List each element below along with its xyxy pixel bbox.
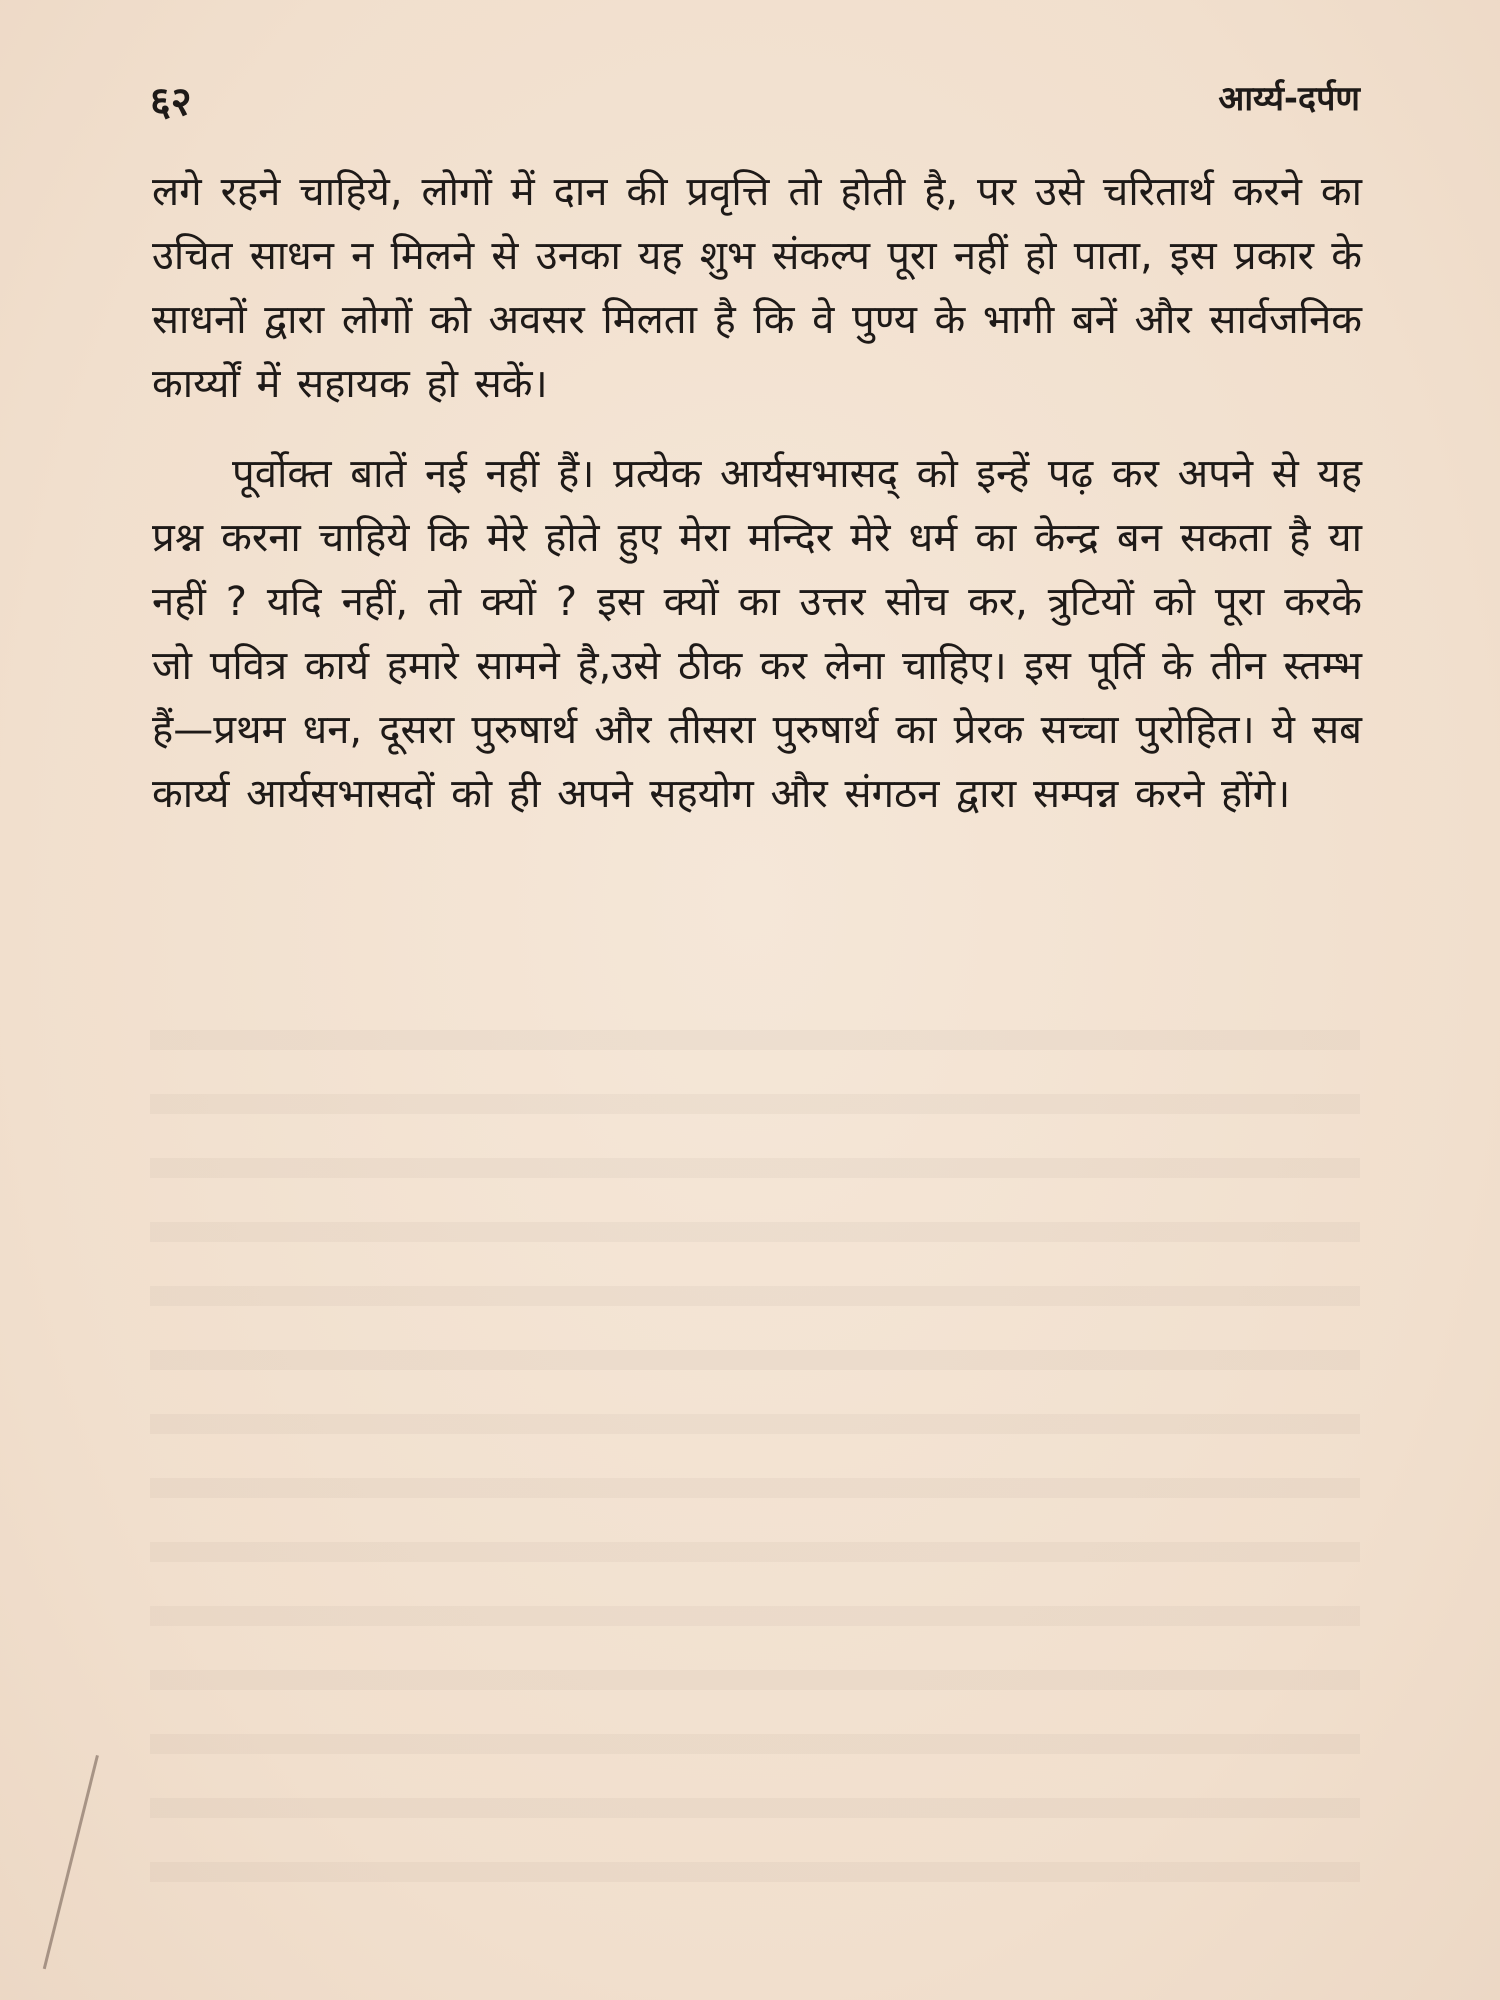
paragraph-1: लगे रहने चाहिये, लोगों में दान की प्रवृत्ति तो होती है, पर उसे चरितार्थ करने का उचित साधन न मिलने से उनका यह शुभ संकल्प पूरा नहीं हो पाता, इस प्रकार के साधनों द्वारा लोगों को अवसर मिलता है कि वे पुण्य के भागी बनें और सार्वजनिक कार्य्यों में सहायक हो सकें। [152,169,1362,407]
paragraph-2: पूर्वोक्त बातें नई नहीं हैं। प्रत्येक आर्यसभासद् को इन्हें पढ़ कर अपने से यह प्रश्न करना चाहिये कि मेरे होते हुए मेरा मन्दिर मेरे धर्म का केन्द्र बन सकता है या नहीं ? यदि नहीं, तो क्यों ? इस क्यों का उत्तर सोच कर, त्रुटियों को पूरा करके जो पवित्र कार्य हमारे सामने है,उसे ठीक कर लेना चाहिए। इस पूर्ति के तीन स्तम्भ हैं—प्रथम धन, दूसरा पुरुषार्थ और तीसरा पुरुषार्थ का प्रेरक सच्चा पुरोहित। ये सब कार्य्य आर्यसभासदों को ही अपने सहयोग और संगठन द्वारा सम्पन्न करने होंगे। [152,451,1362,817]
paper-crease [43,1755,99,1969]
page-number: ६२ [150,79,192,125]
body-text [152,160,1362,826]
show-through-text [150,1000,1360,1900]
running-head: आर्य्य-दर्पण [1218,79,1360,119]
